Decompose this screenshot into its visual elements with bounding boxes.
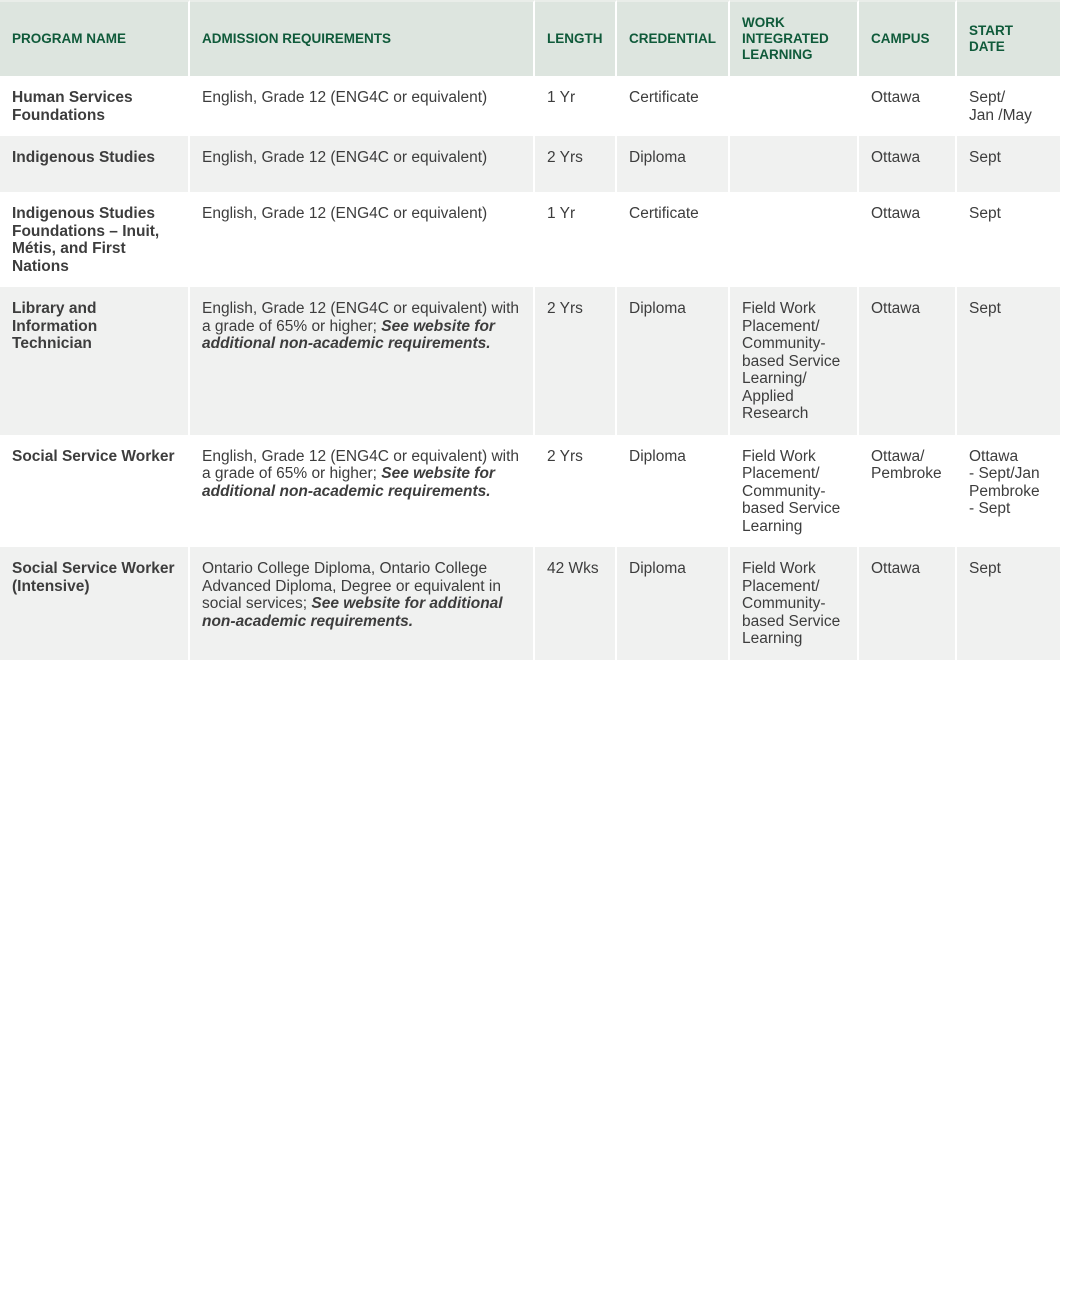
length-cell: 2 Yrs bbox=[535, 287, 617, 435]
admission-cell bbox=[190, 136, 535, 192]
header-credential: CREDENTIAL bbox=[617, 0, 730, 76]
start-date-line: Sept bbox=[969, 205, 1001, 222]
program-name-cell: Social Service Worker bbox=[0, 435, 190, 548]
length-cell: 1 Yr bbox=[535, 192, 617, 287]
admission-cell bbox=[190, 287, 535, 435]
campus-cell: Ottawa bbox=[859, 287, 957, 435]
start-date-cell bbox=[957, 435, 1060, 548]
wil-cell bbox=[730, 136, 859, 192]
table-row bbox=[0, 287, 1060, 435]
wil-cell bbox=[730, 76, 859, 136]
credential-cell: Diploma bbox=[617, 287, 730, 435]
credential-cell: Diploma bbox=[617, 435, 730, 548]
header-program-name: PROGRAM NAME bbox=[0, 0, 190, 76]
table-row bbox=[0, 192, 1060, 287]
admission-cell bbox=[190, 192, 535, 287]
admission-text: Ontario College Diploma, Ontario College Advanced Diploma, Degree or equivalent in social services; bbox=[202, 560, 501, 612]
campus-cell: Ottawa bbox=[859, 547, 957, 660]
admission-note: See website for additional non-academic requirements. bbox=[202, 595, 503, 630]
campus-cell: Ottawa bbox=[859, 192, 957, 287]
wil-cell bbox=[730, 192, 859, 287]
admission-cell bbox=[190, 547, 535, 660]
start-date-cell bbox=[957, 547, 1060, 660]
header-admission-requirements: ADMISSION REQUIREMENTS bbox=[190, 0, 535, 76]
start-date-cell bbox=[957, 76, 1060, 136]
program-name-cell: Indigenous Studies Foundations – Inuit, Métis, and First Nations bbox=[0, 192, 190, 287]
start-date-cell bbox=[957, 192, 1060, 287]
start-date-line: Ottawa bbox=[969, 447, 1019, 465]
admission-cell bbox=[190, 435, 535, 548]
wil-cell: Field Work Placement/ Community-based Service Learning bbox=[730, 547, 859, 660]
table-header bbox=[0, 0, 1060, 76]
admission-note: See website for additional non-academic requirements. bbox=[202, 465, 495, 500]
program-name-cell: Indigenous Studies bbox=[0, 136, 190, 192]
program-name-cell: Social Service Worker (Intensive) bbox=[0, 547, 190, 660]
header-start-date bbox=[957, 0, 1060, 76]
campus-cell: Ottawa bbox=[859, 76, 957, 136]
wil-cell: Field Work Placement/ Community-based Service Learning/ Applied Research bbox=[730, 287, 859, 435]
admission-text: English, Grade 12 (ENG4C or equivalent) bbox=[202, 89, 488, 106]
credential-cell: Diploma bbox=[617, 136, 730, 192]
start-date-line: Jan /May bbox=[969, 106, 1032, 124]
program-name-cell: Library and Information Technician bbox=[0, 287, 190, 435]
admission-text: English, Grade 12 (ENG4C or equivalent) bbox=[202, 205, 488, 222]
campus-cell: Ottawa bbox=[859, 136, 957, 192]
table-row bbox=[0, 547, 1060, 660]
admission-text: English, Grade 12 (ENG4C or equivalent) bbox=[202, 149, 488, 166]
header-wil-line: LEARNING bbox=[742, 47, 813, 62]
start-date-line: Pembroke bbox=[969, 482, 1040, 500]
length-cell: 2 Yrs bbox=[535, 136, 617, 192]
header-wil-line: WORK bbox=[742, 15, 785, 30]
credential-cell: Diploma bbox=[617, 547, 730, 660]
wil-cell: Field Work Placement/ Community-based Service Learning bbox=[730, 435, 859, 548]
header-work-integrated-learning bbox=[730, 0, 859, 76]
header-length: LENGTH bbox=[535, 0, 617, 76]
admission-cell bbox=[190, 76, 535, 136]
table-body bbox=[0, 76, 1060, 660]
start-date-line: Sept bbox=[969, 149, 1001, 166]
admission-text: English, Grade 12 (ENG4C or equivalent) with a grade of 65% or higher; bbox=[202, 300, 520, 335]
start-date-line: Sept bbox=[969, 300, 1001, 317]
length-cell: 1 Yr bbox=[535, 76, 617, 136]
credential-cell: Certificate bbox=[617, 76, 730, 136]
admission-text: English, Grade 12 (ENG4C or equivalent) with a grade of 65% or higher; bbox=[202, 447, 520, 482]
table-row bbox=[0, 435, 1060, 548]
start-date-line: Sept/ bbox=[969, 89, 1006, 106]
length-cell: 42 Wks bbox=[535, 547, 617, 660]
admission-note: See website for additional non-academic requirements. bbox=[202, 317, 495, 352]
start-date-line: - Sept/Jan bbox=[969, 465, 1040, 482]
campus-cell: Ottawa/ Pembroke bbox=[859, 435, 957, 548]
credential-cell: Certificate bbox=[617, 192, 730, 287]
length-cell: 2 Yrs bbox=[535, 435, 617, 548]
table-row bbox=[0, 136, 1060, 192]
header-wil-line: INTEGRATED bbox=[742, 31, 829, 46]
header-campus: CAMPUS bbox=[859, 0, 957, 76]
start-date-cell bbox=[957, 287, 1060, 435]
header-start-line: START bbox=[969, 23, 1013, 38]
start-date-cell bbox=[957, 136, 1060, 192]
table-row bbox=[0, 76, 1060, 136]
start-date-line: Sept bbox=[969, 560, 1001, 577]
start-date-line: - Sept bbox=[969, 500, 1011, 517]
header-start-line: DATE bbox=[969, 39, 1005, 54]
program-name-cell: Human Services Foundations bbox=[0, 76, 190, 136]
